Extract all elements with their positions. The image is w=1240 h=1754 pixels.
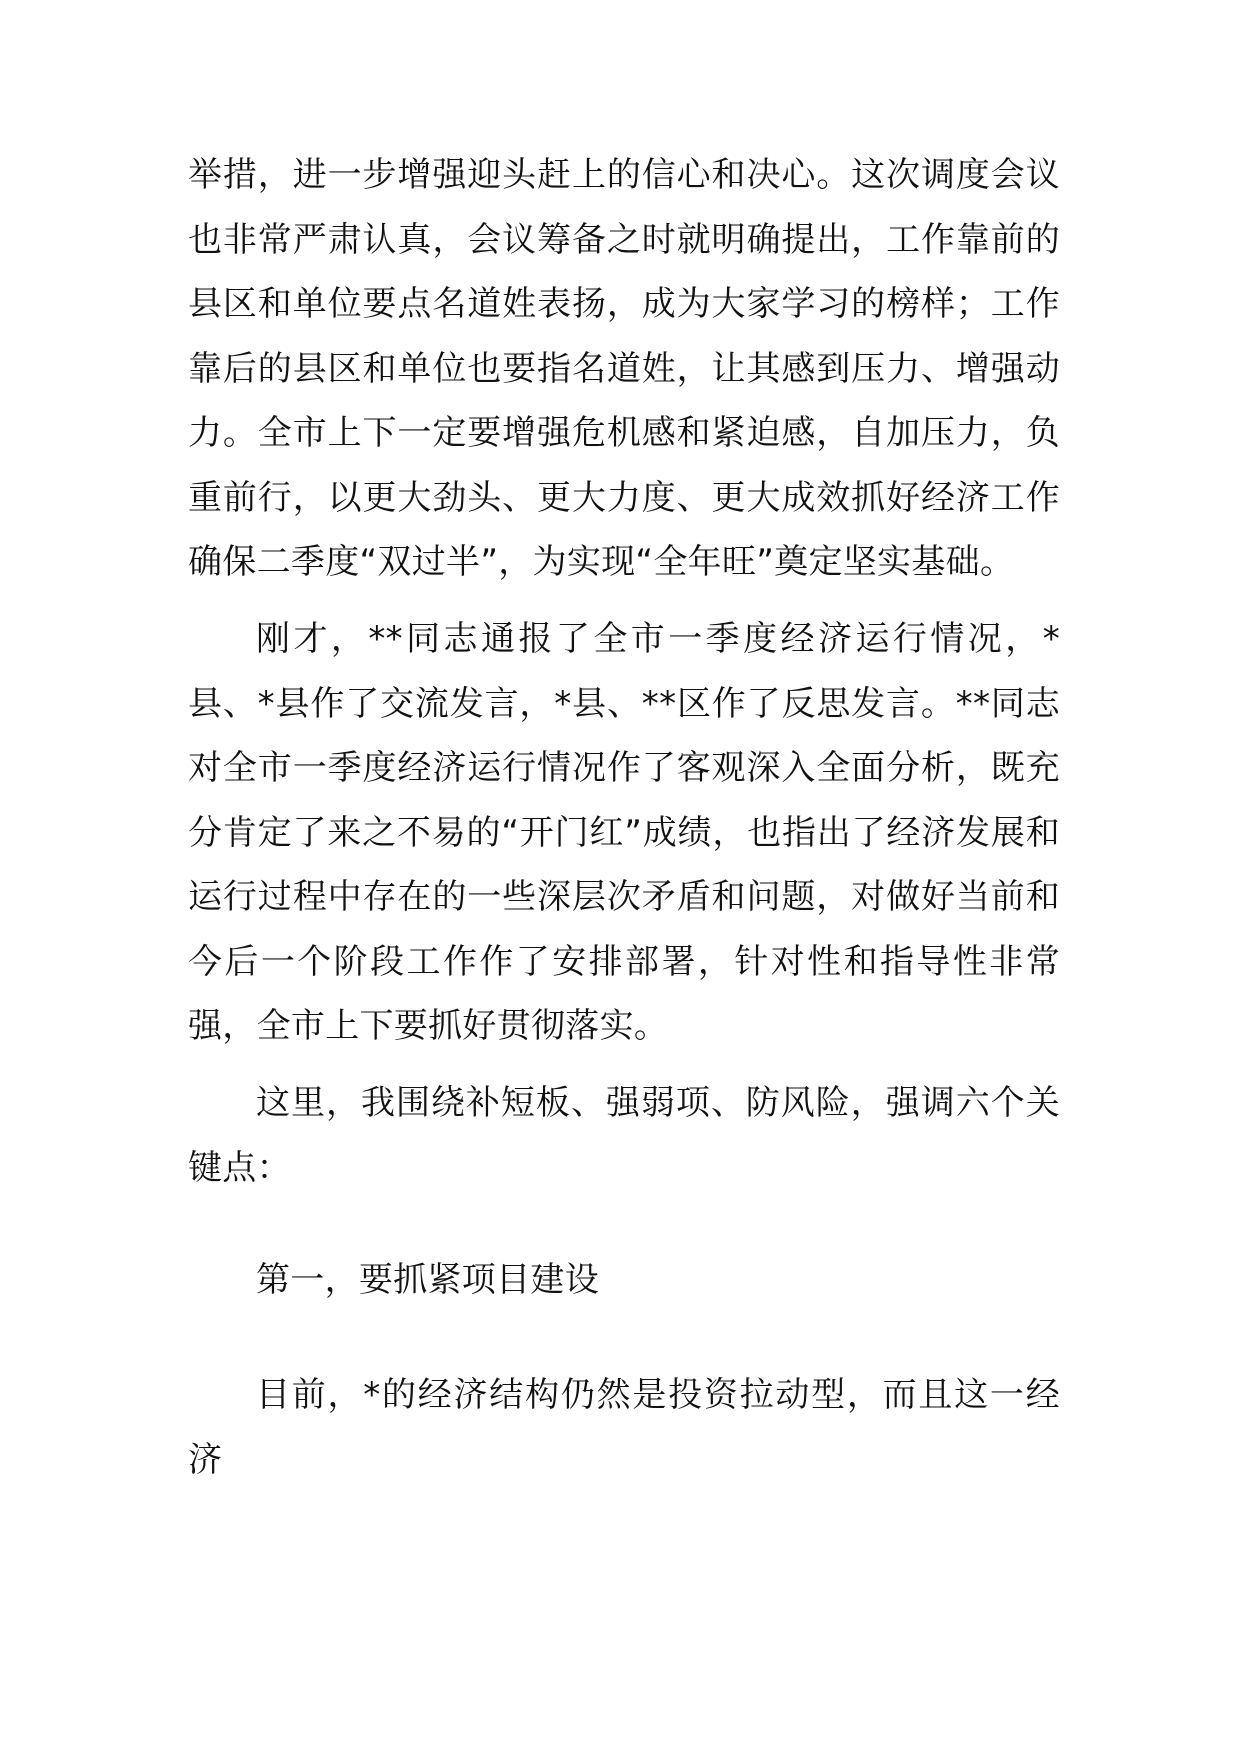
paragraph-block-3 [188,1071,1060,1200]
paragraph-1: 举措，进一步增强迎头赶上的信心和决心。这次调度会议也非常严肃认真，会议筹备之时就明确提出，工作靠前的县区和单位要点名道姓表扬，成为大家学习的榜样；工作靠后的县区和单位也要指名道姓，让其感到压力、增强动力。全市上下一定要增强危机感和紧迫感，自加压力，负重前行，以更大劲头、更大力度、更大成效抓好经济工作确保二季度“双过半”，为实现“全年旺”奠定坚实基础。 [188,155,1060,582]
paragraph-3: 这里，我围绕补短板、强弱项、防风险，强调六个关键点： [188,1083,1060,1188]
paragraph-2: 刚才，**同志通报了全市一季度经济运行情况，*县、*县作了交流发言，*县、**区作了反思发言。**同志对全市一季度经济运行情况作了客观深入全面分析，既充分肯定了来之不易的“开门红”成绩，也指出了经济发展和运行过程中存在的一些深层次矛盾和问题，对做好当前和今后一个阶段工作作了安排部署，针对性和指导性非常强，全市上下要抓好贯彻落实。 [188,619,1060,1046]
section-heading-block [188,1248,1060,1313]
section-heading-1: 第一，要抓紧项目建设 [256,1260,599,1300]
paragraph-block-2 [188,607,1060,1059]
paragraph-continuation [188,143,1060,595]
paragraph-block-5 [188,1363,1060,1492]
paragraph-5: 目前，*的经济结构仍然是投资拉动型，而且这一经济 [188,1375,1060,1480]
